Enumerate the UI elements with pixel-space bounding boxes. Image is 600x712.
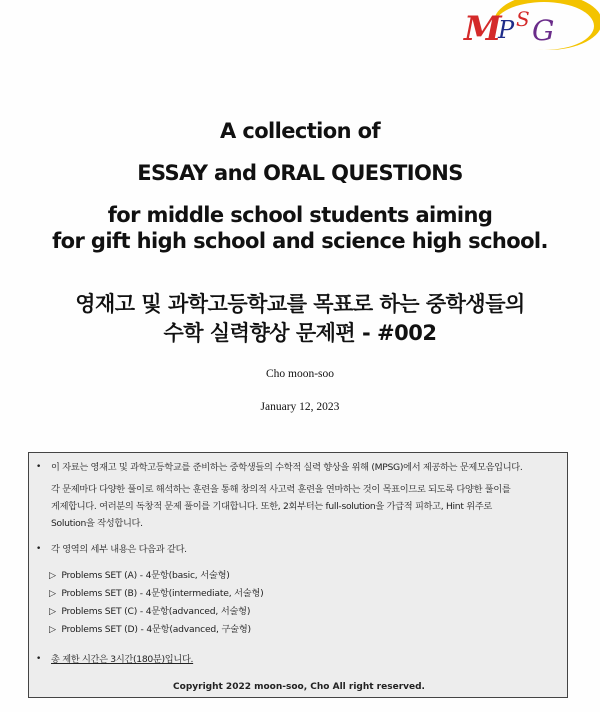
svg-text:P: P	[498, 16, 515, 44]
sections-intro: 각 영역의 세부 내용은 다음과 같다.	[51, 544, 187, 555]
time-limit: 총 제한 시간은 3시간(180분)입니다.	[51, 654, 194, 665]
problem-set-b-text: Problems SET (B) - 4문항(intermediate, 서술형)	[61, 588, 264, 599]
korean-title	[0, 290, 600, 348]
svg-text:G: G	[532, 14, 555, 47]
problem-set-d-text: Problems SET (D) - 4문항(advanced, 구술형)	[61, 624, 251, 635]
intro-line-4: Solution을 작성합니다.	[51, 518, 143, 529]
bullet-icon: •	[36, 654, 42, 664]
bullet-icon: •	[36, 462, 42, 472]
triangle-right-icon: ▷	[49, 606, 56, 617]
problem-set-a	[49, 567, 230, 584]
triangle-right-icon: ▷	[49, 588, 56, 599]
korean-title-line-2: 수학 실력향상 문제편 - #002	[163, 321, 437, 345]
problem-set-b	[49, 585, 264, 602]
copyright: Copyright 2022 moon-soo, Cho All right reserved.	[173, 682, 425, 692]
korean-title-line-1: 영재고 및 과학고등학교를 목표로 하는 중학생들의	[75, 292, 525, 316]
date: January 12, 2023	[260, 401, 340, 413]
title-line-2: ESSAY and ORAL QUESTIONS	[137, 161, 463, 185]
notes-box	[28, 452, 568, 698]
triangle-right-icon: ▷	[49, 624, 56, 635]
title-line-1: A collection of	[219, 119, 380, 143]
problem-set-c-text: Problems SET (C) - 4문항(advanced, 서술형)	[61, 606, 251, 617]
intro-line-2: 각 문제마다 다양한 풀이로 해석하는 훈련을 통해 창의적 사고력 훈련을 연마하는 것이 목표이므로 되도록 다양한 풀이를	[51, 484, 511, 495]
svg-text:S: S	[516, 7, 530, 31]
english-title	[0, 118, 600, 254]
intro-line-1: 이 자료는 영재고 및 과학고등학교를 준비하는 중학생들의 수학적 실력 향상을 위해 (MPSG)에서 제공하는 문제모음입니다.	[51, 462, 523, 473]
author: Cho moon-soo	[265, 368, 335, 380]
triangle-right-icon: ▷	[49, 570, 56, 581]
problem-set-a-text: Problems SET (A) - 4문항(basic, 서술형)	[61, 570, 230, 581]
title-line-4: for gift high school and science high school.	[52, 229, 548, 253]
svg-text:M: M	[464, 9, 502, 49]
problem-set-d	[49, 621, 251, 638]
bullet-icon: •	[36, 544, 42, 554]
title-line-3: for middle school students aiming	[107, 203, 493, 227]
problem-set-c	[49, 603, 250, 620]
intro-line-3: 게제합니다. 여러분의 독창적 문제 풀이를 기대합니다. 또한, 2회부터는 full-solution을 가급적 피하고, Hint 위주로	[51, 501, 492, 512]
mpsg-logo	[452, 0, 600, 58]
